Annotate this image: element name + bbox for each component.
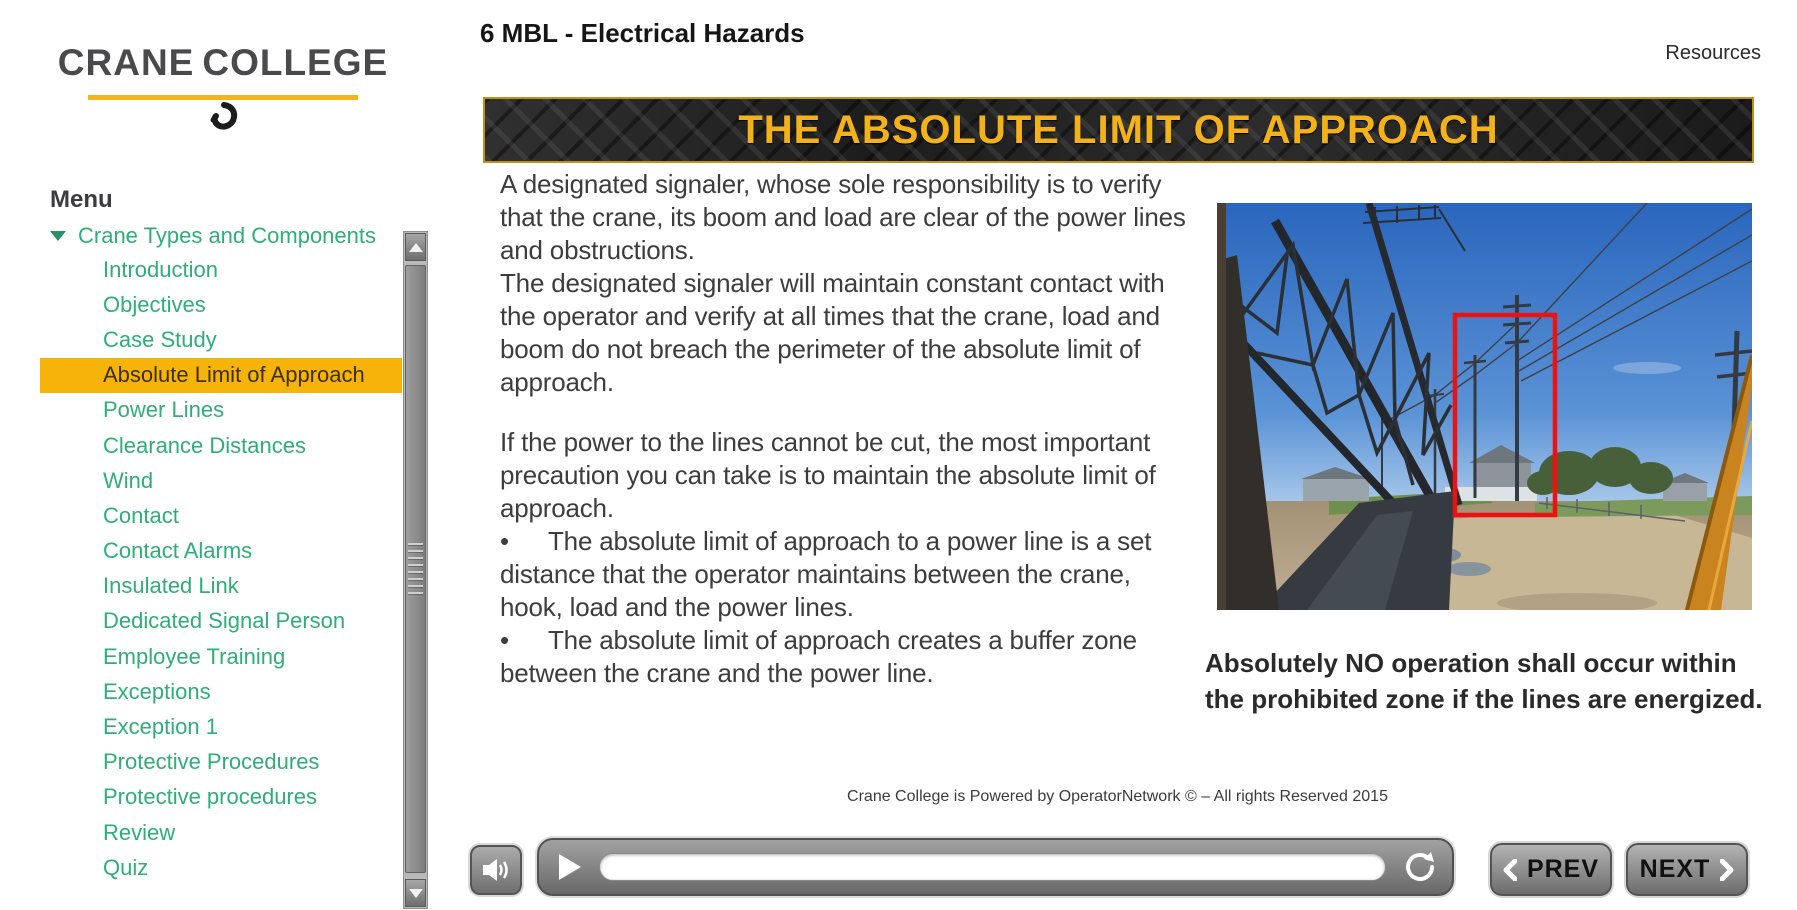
sidebar-item-employee-training[interactable]: Employee Training — [103, 643, 286, 669]
speaker-icon — [481, 856, 511, 884]
mute-button[interactable] — [470, 845, 522, 895]
sidebar-item-quiz[interactable]: Quiz — [103, 854, 149, 880]
bullet-item — [500, 624, 1200, 690]
scroll-up-button[interactable] — [405, 233, 426, 261]
sidebar-item-protective-procedures-2[interactable]: Protective procedures — [103, 784, 317, 810]
copyright-footer: Crane College is Powered by OperatorNetwork © – All rights Reserved 2015 — [847, 788, 1388, 805]
sidebar-item-protective-procedures-1[interactable]: Protective Procedures — [103, 749, 320, 775]
sidebar-item-case-study[interactable]: Case Study — [103, 326, 217, 352]
replay-icon — [1402, 849, 1438, 885]
slide-title: THE ABSOLUTE LIMIT OF APPROACH — [738, 107, 1499, 152]
bullet-text: The absolute limit of approach creates a buffer zone between the crane and the power line. — [500, 625, 1137, 688]
crane-college-logo — [57, 34, 389, 141]
triangle-up-icon — [409, 243, 423, 252]
paragraph-gap — [500, 399, 1200, 426]
sidebar-item-introduction[interactable]: Introduction — [103, 256, 218, 282]
chevron-left-icon — [1503, 859, 1517, 881]
paragraph: A designated signaler, whose sole responsibility is to verify that the crane, its boom and load are clear of the power lines and obstructions. — [500, 169, 1186, 265]
next-button[interactable] — [1626, 843, 1748, 896]
sidebar-item-exception-1[interactable]: Exception 1 — [103, 714, 218, 740]
logo-word-crane: CRANE — [57, 42, 195, 83]
prev-button[interactable] — [1490, 843, 1612, 896]
chevron-right-icon — [1720, 859, 1734, 881]
sidebar-item-dedicated-signal-person[interactable]: Dedicated Signal Person — [103, 608, 346, 634]
next-label: NEXT — [1639, 855, 1711, 883]
crane-power-lines-photo — [1217, 203, 1752, 610]
triangle-down-icon — [409, 889, 423, 898]
bullet-text: The absolute limit of approach to a power line is a set distance that the operator maintains between the crane, hook, load and the power lines. — [500, 526, 1152, 622]
scrollbar-thumb[interactable] — [405, 265, 426, 873]
sidebar-item-clearance-distances[interactable]: Clearance Distances — [103, 432, 306, 458]
page-title: 6 MBL - Electrical Hazards — [480, 18, 805, 48]
bullet-glyph: • — [500, 625, 509, 655]
bullet-item — [500, 525, 1200, 624]
photo-caption: Absolutely NO operation shall occur within the prohibited zone if the lines are energized. — [1205, 648, 1763, 714]
sidebar-item-contact-alarms[interactable]: Contact Alarms — [103, 538, 253, 564]
crane-hook-icon — [88, 102, 358, 141]
sidebar-item-crane-types-and-components[interactable]: Crane Types and Components — [40, 227, 402, 252]
paragraph: If the power to the lines cannot be cut, the most important precaution you can take is to maintain the absolute limit of approach. — [500, 427, 1156, 523]
replay-button[interactable] — [1402, 849, 1438, 885]
paragraph: The designated signaler will maintain constant contact with the operator and verify at all times that the crane, load and boom do not breach the perimeter of the absolute limit of approach. — [500, 268, 1165, 397]
play-button[interactable] — [559, 854, 581, 880]
sidebar-item-insulated-link[interactable]: Insulated Link — [103, 573, 239, 599]
sidebar-item-contact[interactable]: Contact — [103, 502, 179, 528]
menu-scrollbar[interactable] — [403, 231, 428, 909]
bullet-glyph: • — [500, 526, 509, 556]
sidebar-item-power-lines[interactable]: Power Lines — [103, 397, 225, 423]
menu-heading: Menu — [50, 186, 113, 213]
logo-word-college: COLLEGE — [202, 42, 389, 83]
slide-title-banner — [483, 97, 1754, 163]
scroll-down-button[interactable] — [405, 879, 426, 907]
resources-link[interactable]: Resources — [1665, 42, 1761, 64]
logo-underline — [88, 95, 358, 100]
scrollbar-grip-icon — [408, 543, 423, 595]
audio-player-bar — [537, 838, 1454, 896]
menu-list — [40, 252, 402, 885]
prev-label: PREV — [1526, 855, 1600, 883]
progress-bar[interactable] — [599, 853, 1386, 881]
sidebar-item-absolute-limit-of-approach[interactable]: Absolute Limit of Approach — [40, 358, 402, 393]
sidebar-item-objectives[interactable]: Objectives — [103, 291, 206, 317]
expander-triangle-down-icon — [50, 231, 66, 241]
sidebar-item-review[interactable]: Review — [103, 819, 176, 845]
menu-scroll-viewport — [40, 227, 402, 910]
slide-body-text — [500, 168, 1200, 690]
sidebar-item-exceptions[interactable]: Exceptions — [103, 678, 211, 704]
sidebar-item-wind[interactable]: Wind — [103, 467, 154, 493]
